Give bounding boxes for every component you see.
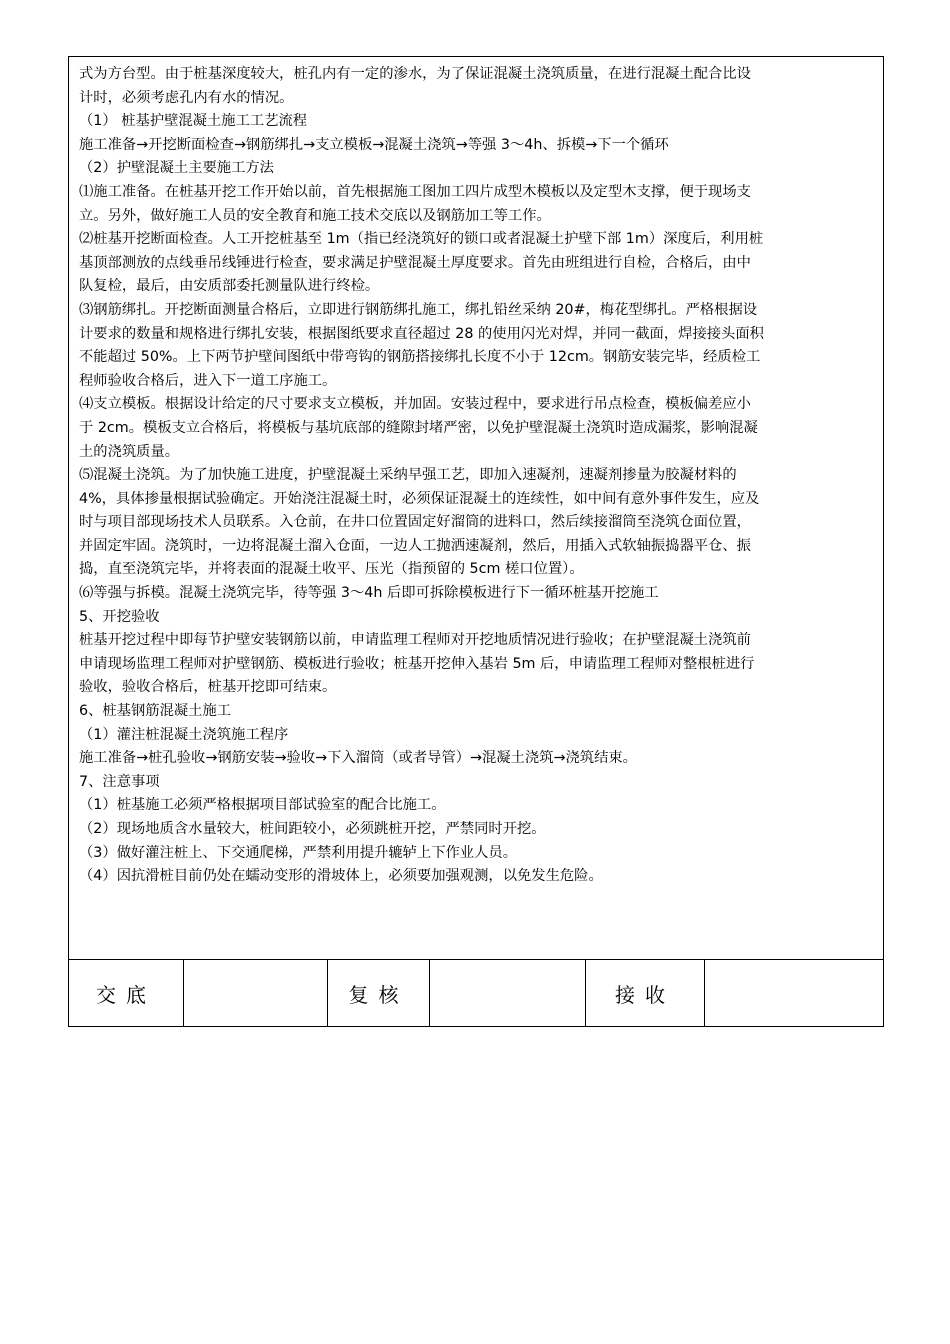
fuhe-label: 复核 [328,960,430,1027]
section-heading: 5、开挖验收 [79,608,160,625]
document-frame [68,56,884,1027]
text-line: 捣，直至浇筑完毕，并将表面的混凝土收平、压光（指预留的 5cm 槎口位置）。 [79,561,584,578]
text-line: 计要求的数量和规格进行绑扎安装，根据图纸要求直径超过 28 的使用闪光对焊，并同一截面，焊接接头面积 [79,325,764,342]
text-line: ⑴施工准备。在桩基开挖工作开始以前，首先根据施工图加工四片成型木模板以及定型木支撑，便于现场支 [79,183,751,200]
text-line: 计时，必须考虑孔内有水的情况。 [79,89,294,106]
text-line: ⑶钢筋绑扎。开挖断面测量合格后，立即进行钢筋绑扎施工，绑扎铅丝采纳 20#，梅花型绑扎。严格根据设 [79,301,758,318]
text-line: （1） 桩基护壁混凝土施工工艺流程 [79,113,308,130]
text-line: 桩基开挖过程中即每节护壁安装钢筋以前，申请监理工程师对开挖地质情况进行验收；在护壁混凝土浇筑前 [79,632,751,649]
text-line: 于 2cm。模板支立合格后，将模板与基坑底部的缝隙封堵严密，以免护壁混凝土浇筑时造成漏浆，影响混凝 [79,419,758,436]
text-line: ⑹等强与拆模。混凝土浇筑完毕，待等强 3～4h 后即可拆除模板进行下一循环桩基开挖施工 [79,585,659,602]
text-line: 施工准备→桩孔验收→钢筋安装→验收→下入溜筒（或者导管）→混凝土浇筑→浇筑结束。 [79,750,637,767]
text-line: （4）因抗滑桩目前仍处在蠕动变形的滑坡体上，必须要加强观测，以免发生危险。 [79,868,603,885]
text-line: 土的浇筑质量。 [79,443,180,460]
section-heading: 6、桩基钢筋混凝土施工 [79,703,232,720]
text-line: 验收，验收合格后，桩基开挖即可结束。 [79,679,337,696]
text-line: 施工准备→开挖断面检查→钢筋绑扎→支立模板→混凝土浇筑→等强 3～4h、拆模→下一个循环 [79,136,669,153]
text-line: （3）做好灌注桩上、下交通爬梯，严禁利用提升辘轳上下作业人员。 [79,844,517,861]
text-line: （1）灌注桩混凝土浇筑施工程序 [79,726,289,743]
text-line: 并固定牢固。浇筑时，一边将混凝土溜入仓面，一边人工抛洒速凝剂，然后，用插入式软轴振捣器平仓、振 [79,537,751,554]
text-line: 时与项目部现场技术人员联系。入仓前，在井口位置固定好溜筒的进料口，然后续接溜筒至浇筑仓面位置， [79,514,751,531]
text-line: 队复检，最后，由安质部委托测量队进行终检。 [79,278,380,295]
text-line: 基顶部测放的点线垂吊线锤进行检查，要求满足护壁混凝土厚度要求。首先由班组进行自检，合格后，由中 [79,254,751,271]
document-body [79,63,875,889]
text-line: （2）护壁混凝土主要施工方法 [79,160,274,177]
jiaodi-signature-field[interactable] [184,960,328,1027]
text-line: ⑸混凝土浇筑。为了加快施工进度，护壁混凝土采纳早强工艺，即加入速凝剂，速凝剂掺量为胶凝材料的 [79,467,737,484]
section-heading: 7、注意事项 [79,773,160,790]
text-line: 式为方台型。由于桩基深度较大，桩孔内有一定的渗水，为了保证混凝土浇筑质量，在进行混凝土配合比设 [79,66,751,82]
text-line: 立。另外，做好施工人员的安全教育和施工技术交底以及钢筋加工等工作。 [79,207,551,224]
text-line: （1）桩基施工必须严格根据项目部试验室的配合比施工。 [79,797,446,814]
text-line: 申请现场监理工程师对护壁钢筋、模板进行验收；桩基开挖伸入基岩 5m 后，申请监理工程师对整根桩进行 [79,655,755,672]
signoff-row [69,959,883,1027]
text-line: ⑷支立模板。根据设计给定的尺寸要求支立模板，并加固。安装过程中，要求进行吊点检查，模板偏差应小 [79,396,751,413]
text-line: 不能超过 50%。上下两节护壁间图纸中带弯钩的钢筋搭接绑扎长度不小于 12cm。钢筋安装完毕，经质检工 [79,349,761,366]
text-line: 程师验收合格后，进入下一道工序施工。 [79,372,337,389]
fuhe-signature-field[interactable] [430,960,586,1027]
jiaodi-label: 交底 [69,960,184,1027]
jieshou-label: 接收 [586,960,705,1027]
jieshou-signature-field[interactable] [705,960,883,1027]
text-line: ⑵桩基开挖断面检查。人工开挖桩基至 1m（指已经浇筑好的锁口或者混凝土护壁下部 1m）深度后，利用桩 [79,231,764,248]
text-line: （2）现场地质含水量较大，桩间距较小，必须跳桩开挖，严禁同时开挖。 [79,821,546,837]
text-line: 4%，具体掺量根据试验确定。开始浇注混凝土时，必须保证混凝土的连续性，如中间有意外事件发生，应及 [79,490,760,507]
